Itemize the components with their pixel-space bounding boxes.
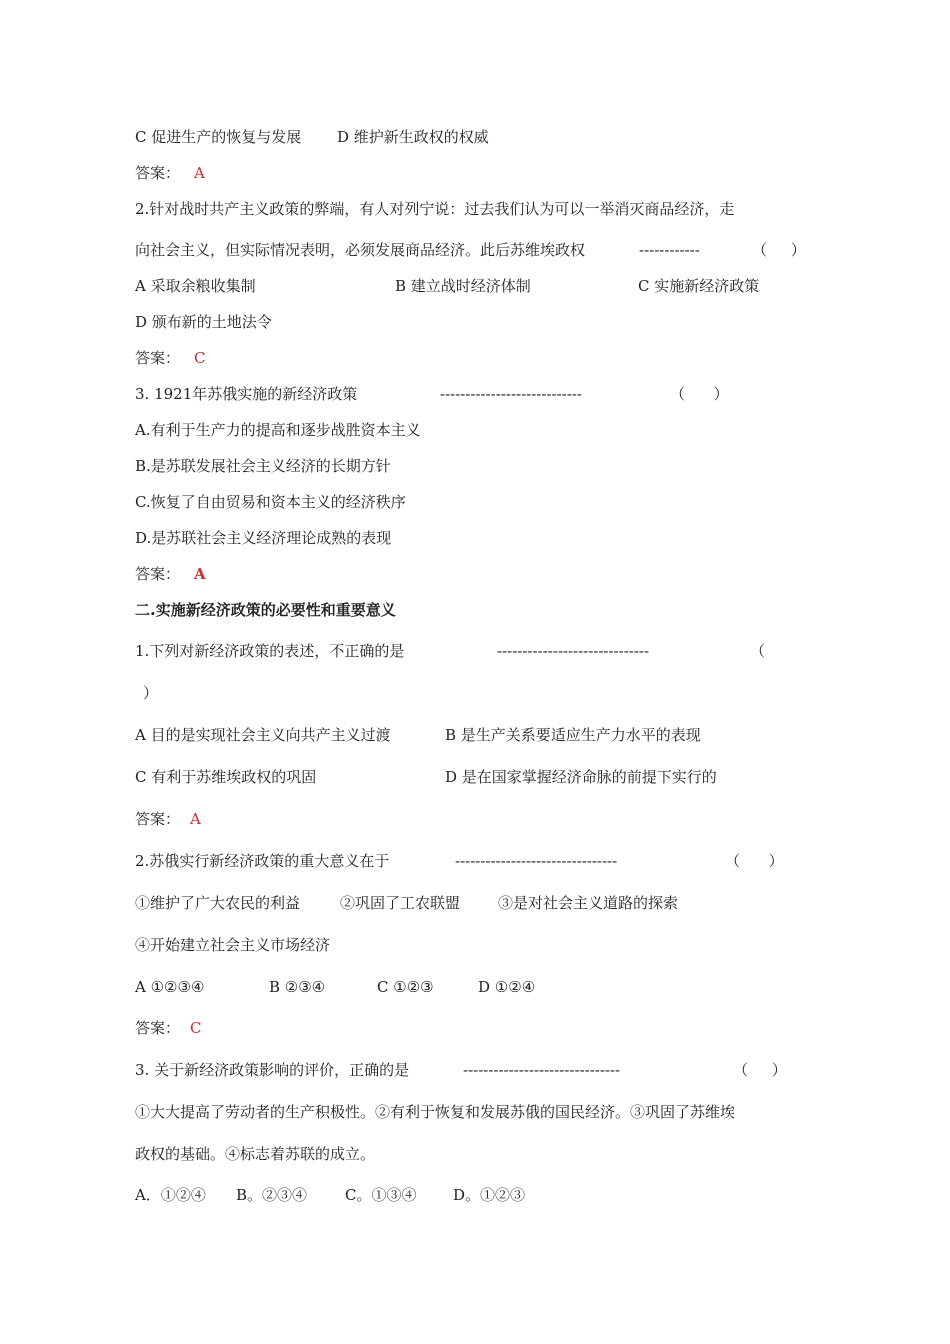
s2-q3-stem: 3. 关于新经济政策影响的评价，正确的是 <box>135 1061 410 1079</box>
s2-q1-option-a: A 目的是实现社会主义向共产主义过渡 <box>135 726 391 744</box>
s1-q2-option-d: D 颁布新的土地法令 <box>135 313 272 331</box>
s2-q2-option-a: A ①②③④ <box>135 978 205 996</box>
s1-q3-option-d: D.是苏联社会主义经济理论成熟的表现 <box>135 529 392 547</box>
s1-q2-answer: C <box>194 349 206 367</box>
s2-q3-option-b: B。②③④ <box>236 1186 308 1204</box>
s2-q2-answer: C <box>190 1019 202 1037</box>
s1-q3-option-c: C.恢复了自由贸易和资本主义的经济秩序 <box>135 493 406 511</box>
s2-q1-answer: A <box>190 810 201 828</box>
s2-q2-option-c: C ①②③ <box>377 978 434 996</box>
s2-q2-dashes: -------------------------------- <box>455 852 618 870</box>
s2-q1-option-b: B 是生产关系要适应生产力水平的表现 <box>445 726 701 744</box>
s2-q3-text-line1: ①大大提高了劳动者的生产积极性。②有利于恢复和发展苏俄的国民经济。③巩固了苏维埃 <box>135 1103 736 1121</box>
s1-q2-option-c: C 实施新经济政策 <box>638 277 760 295</box>
s1-q2-option-b: B 建立战时经济体制 <box>395 277 531 295</box>
s1-q3-answer: A <box>194 565 206 583</box>
s1-q3-dashes: ---------------------------- <box>440 385 582 403</box>
s2-q1-option-d: D 是在国家掌握经济命脉的前提下实行的 <box>445 768 717 786</box>
s2-q1-option-c: C 有利于苏维埃政权的巩固 <box>135 768 317 786</box>
s1-q3-option-b: B.是苏联发展社会主义经济的长期方针 <box>135 457 391 475</box>
s2-q3-option-d: D。①②③ <box>453 1186 526 1204</box>
s2-q2-stem: 2.苏俄实行新经济政策的重大意义在于 <box>135 852 390 870</box>
s2-q1-paren-close: ） <box>143 684 159 702</box>
s1-q3-answer-label: 答案： <box>135 565 181 583</box>
s1-q2-dashes: ------------ <box>639 241 700 259</box>
section2-heading: 二.实施新经济政策的必要性和重要意义 <box>135 601 396 619</box>
s2-q3-option-c: C。①③④ <box>345 1186 417 1204</box>
s2-q2-item-2: ②巩固了工农联盟 <box>340 894 461 912</box>
s2-q3-paren: （ ） <box>733 1061 787 1079</box>
s2-q1-answer-label: 答案： <box>135 810 181 828</box>
s2-q3-option-a: A．①②④ <box>135 1186 206 1204</box>
s1-q1-option-c: C 促进生产的恢复与发展 <box>135 128 302 146</box>
s2-q1-dashes: ------------------------------ <box>497 642 650 660</box>
s2-q2-option-d: D ①②④ <box>478 978 536 996</box>
s2-q2-option-b: B ②③④ <box>269 978 326 996</box>
s1-q2-stem-line2: 向社会主义，但实际情况表明，必须发展商品经济。此后苏维埃政权 <box>135 241 586 259</box>
s2-q1-stem: 1.下列对新经济政策的表述，不正确的是 <box>135 642 405 660</box>
s1-q2-option-a: A 采取余粮收集制 <box>135 277 256 295</box>
s1-q2-answer-label: 答案： <box>135 349 181 367</box>
s2-q2-paren: （ ） <box>725 852 784 870</box>
s2-q3-text-line2: 政权的基础。④标志着苏联的成立。 <box>135 1145 376 1163</box>
s2-q1-paren-open: （ <box>750 642 766 660</box>
s1-q1-option-d: D 维护新生政权的权威 <box>337 128 489 146</box>
s1-q1-answer-label: 答案： <box>135 164 181 182</box>
s1-q2-stem-line1: 2.针对战时共产主义政策的弊端，有人对列宁说：过去我们认为可以一举消灭商品经济，走 <box>135 200 735 218</box>
s2-q2-item-1: ①维护了广大农民的利益 <box>135 894 301 912</box>
s2-q2-item-3: ③是对社会主义道路的探索 <box>498 894 679 912</box>
s2-q2-item-4: ④开始建立社会主义市场经济 <box>135 936 331 954</box>
s1-q3-paren: （ ） <box>670 385 729 403</box>
s2-q3-dashes: ------------------------------- <box>463 1061 621 1079</box>
s1-q1-answer: A <box>194 164 205 182</box>
s2-q2-answer-label: 答案： <box>135 1019 181 1037</box>
s1-q2-paren: （ ） <box>752 241 806 259</box>
s1-q3-option-a: A.有利于生产力的提高和逐步战胜资本主义 <box>135 421 421 439</box>
s1-q3-stem: 3. 1921年苏俄实施的新经济政策 <box>135 385 358 403</box>
